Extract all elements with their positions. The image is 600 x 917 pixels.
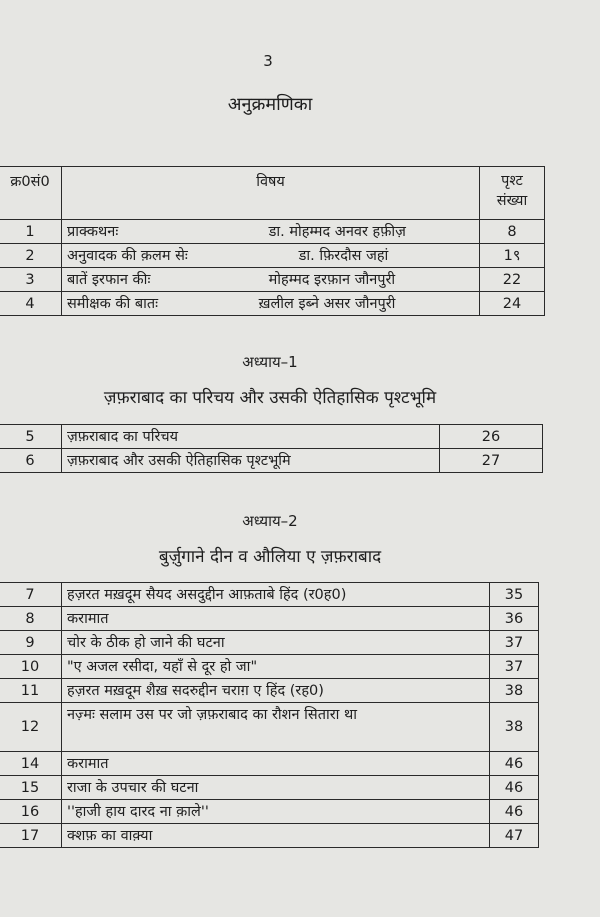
author-text: डा. मोहम्मद अनवर हफ़ीज़ bbox=[268, 223, 406, 240]
chapter2-label: अध्याय–2 bbox=[242, 512, 298, 530]
row-subject: करामात bbox=[62, 607, 490, 631]
row-serial: 6 bbox=[0, 449, 62, 473]
row-subject bbox=[62, 292, 480, 316]
row-serial: 16 bbox=[0, 800, 62, 824]
table-row bbox=[0, 244, 545, 268]
table-header-row bbox=[0, 167, 545, 220]
row-serial: 10 bbox=[0, 655, 62, 679]
row-subject: हज़रत मख़दूम शैख़ सदरुद्दीन चराग़ ए हिंद (रह0) bbox=[62, 679, 490, 703]
chapter1-table bbox=[0, 424, 543, 473]
row-subject bbox=[62, 268, 480, 292]
row-subject: हज़रत मख़दूम सैयद असदुद्दीन आफ़ताबे हिंद (र0ह0) bbox=[62, 583, 490, 607]
author-text: मोहम्मद इरफ़ान जौनपुरी bbox=[268, 271, 396, 288]
row-serial: 12 bbox=[0, 703, 62, 752]
subject-text: प्राक्कथनः bbox=[67, 223, 119, 240]
table-row bbox=[0, 631, 539, 655]
row-subject: नज़्मः सलाम उस पर जो ज़फ़राबाद का रौशन सितारा था bbox=[62, 703, 490, 752]
row-subject bbox=[62, 244, 480, 268]
chapter2-table bbox=[0, 582, 539, 848]
row-serial: 1 bbox=[0, 220, 62, 244]
row-serial: 11 bbox=[0, 679, 62, 703]
table-row bbox=[0, 607, 539, 631]
row-subject: चोर के ठीक हो जाने की घटना bbox=[62, 631, 490, 655]
row-serial: 3 bbox=[0, 268, 62, 292]
page-header: पृश्ट संख्या bbox=[480, 167, 545, 220]
toc-title: अनुक्रमणिका bbox=[227, 94, 313, 115]
author-text: ख़लील इब्ने असर जौनपुरी bbox=[258, 295, 396, 312]
row-page: 22 bbox=[480, 268, 545, 292]
row-page: 26 bbox=[440, 425, 543, 449]
author-text: डा. फ़िरदौस जहां bbox=[298, 247, 389, 264]
row-page: 37 bbox=[490, 655, 539, 679]
row-page: 37 bbox=[490, 631, 539, 655]
row-page: 8 bbox=[480, 220, 545, 244]
subject-header: विषय bbox=[62, 167, 480, 220]
table-row bbox=[0, 800, 539, 824]
row-page: 46 bbox=[490, 752, 539, 776]
table-row bbox=[0, 292, 545, 316]
row-serial: 14 bbox=[0, 752, 62, 776]
row-page: 46 bbox=[490, 776, 539, 800]
row-subject: राजा के उपचार की घटना bbox=[62, 776, 490, 800]
row-page: 1९ bbox=[480, 244, 545, 268]
row-page: 24 bbox=[480, 292, 545, 316]
row-subject: करामात bbox=[62, 752, 490, 776]
table-row bbox=[0, 703, 539, 752]
table-row bbox=[0, 268, 545, 292]
table-row bbox=[0, 752, 539, 776]
subject-text: समीक्षक की बातः bbox=[67, 295, 159, 312]
row-serial: 8 bbox=[0, 607, 62, 631]
intro-table bbox=[0, 166, 545, 316]
row-serial: 15 bbox=[0, 776, 62, 800]
table-row bbox=[0, 824, 539, 848]
row-subject: ज़फ़राबाद और उसकी ऐतिहासिक पृश्टभूमि bbox=[62, 449, 440, 473]
subject-text: बातें इरफान कीः bbox=[67, 271, 151, 288]
table-row bbox=[0, 220, 545, 244]
row-page: 27 bbox=[440, 449, 543, 473]
table-row bbox=[0, 449, 543, 473]
page-number: 3 bbox=[263, 52, 273, 70]
row-serial: 17 bbox=[0, 824, 62, 848]
row-subject: ''हाजी हाय दारद ना क़ाले'' bbox=[62, 800, 490, 824]
row-serial: 4 bbox=[0, 292, 62, 316]
row-serial: 9 bbox=[0, 631, 62, 655]
row-subject: "ए अजल रसीदा, यहाँ से दूर हो जा" bbox=[62, 655, 490, 679]
chapter1-title: ज़फ़राबाद का परिचय और उसकी ऐतिहासिक पृश्टभूमि bbox=[103, 388, 437, 408]
table-row bbox=[0, 655, 539, 679]
row-serial: 7 bbox=[0, 583, 62, 607]
chapter1-label: अध्याय–1 bbox=[242, 353, 298, 371]
row-page: 46 bbox=[490, 800, 539, 824]
row-page: 38 bbox=[490, 679, 539, 703]
serial-header: क्र0सं0 bbox=[0, 167, 62, 220]
row-subject bbox=[62, 220, 480, 244]
row-page: 38 bbox=[490, 703, 539, 752]
row-subject: क्शफ़ का वाक़्या bbox=[62, 824, 490, 848]
row-subject: ज़फ़राबाद का परिचय bbox=[62, 425, 440, 449]
table-row bbox=[0, 583, 539, 607]
row-serial: 2 bbox=[0, 244, 62, 268]
subject-text: अनुवादक की क़लम सेः bbox=[67, 247, 188, 264]
table-row bbox=[0, 679, 539, 703]
row-page: 35 bbox=[490, 583, 539, 607]
row-page: 36 bbox=[490, 607, 539, 631]
table-row bbox=[0, 425, 543, 449]
chapter2-title: बुर्ज़ुगाने दीन व औलिया ए ज़फ़राबाद bbox=[158, 547, 382, 567]
row-serial: 5 bbox=[0, 425, 62, 449]
table-row bbox=[0, 776, 539, 800]
row-page: 47 bbox=[490, 824, 539, 848]
